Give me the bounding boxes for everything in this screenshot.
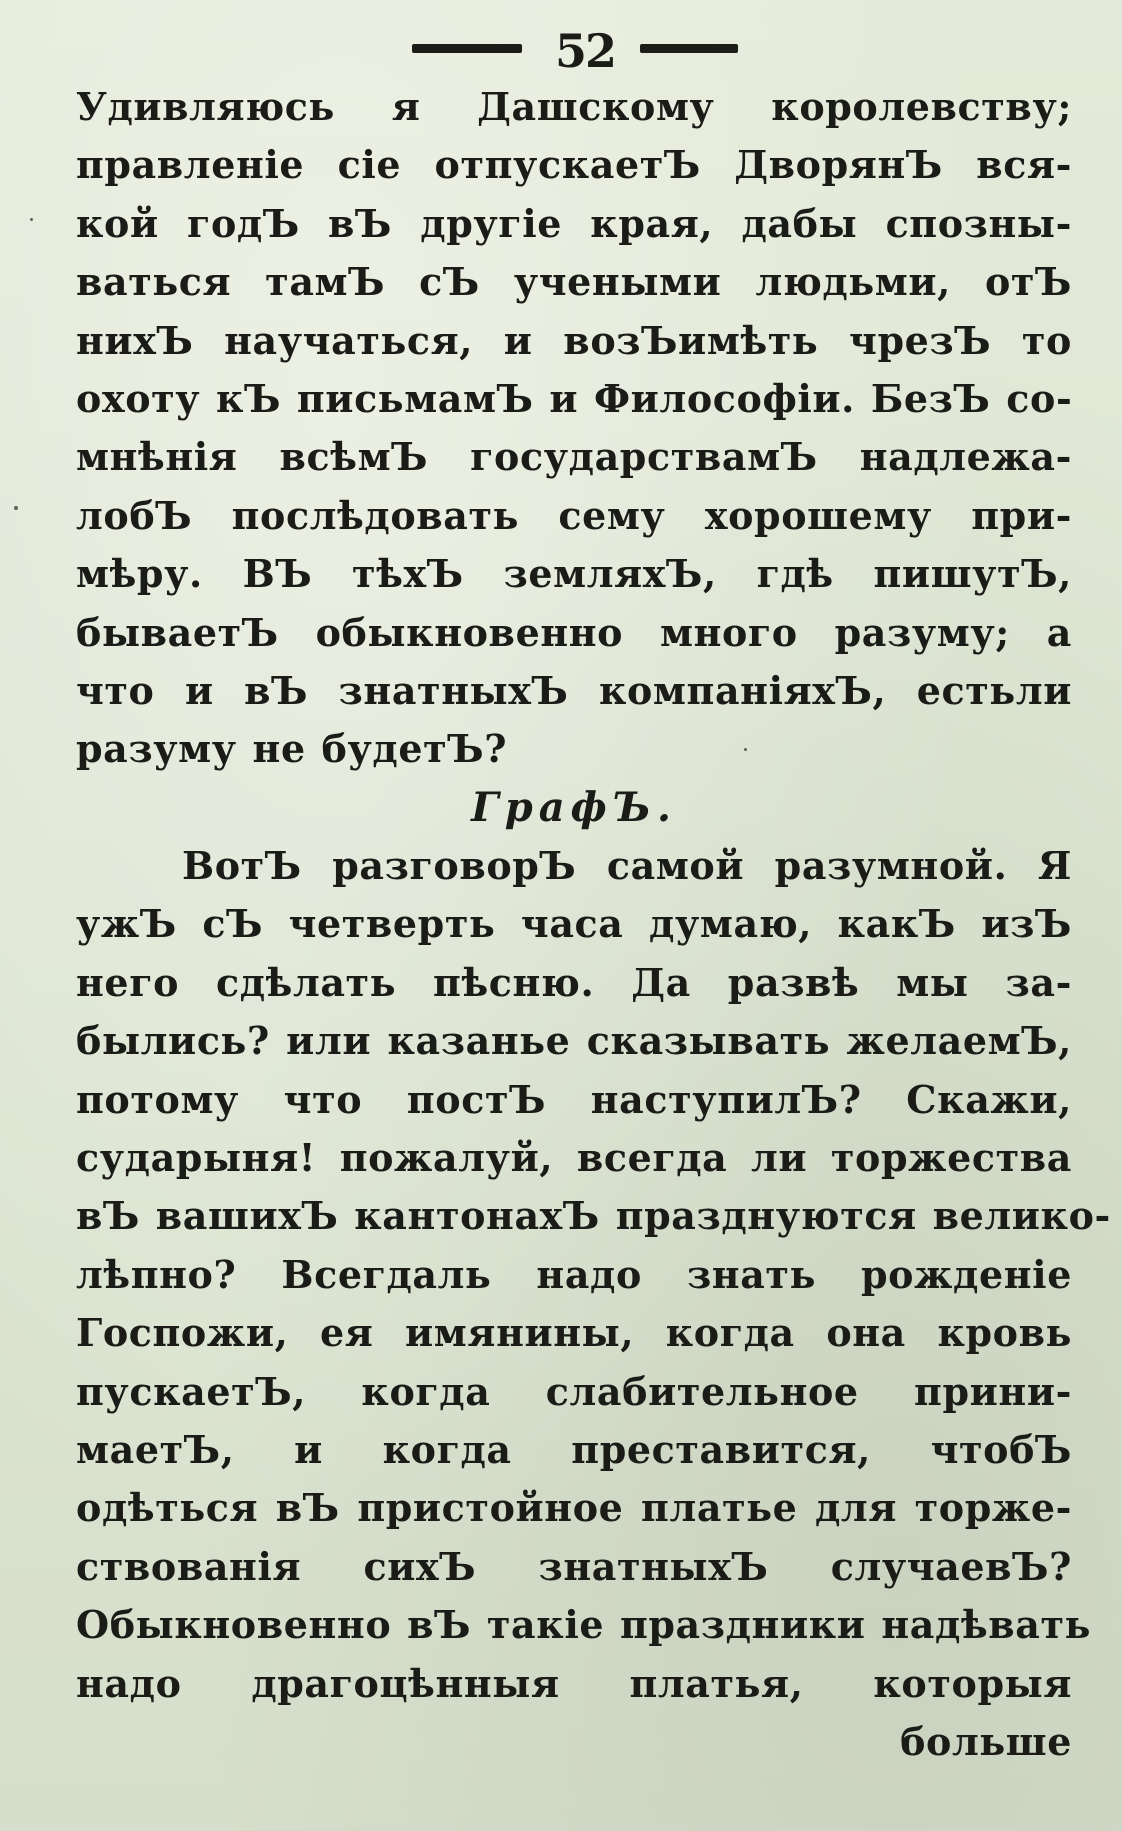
text-line: Обыкновенно вЪ такіе праздники надѣвать — [76, 1602, 1092, 1648]
text-line: нихЪ научаться, и возЪимѣть чрезЪ то — [76, 317, 1072, 363]
header-rule-left — [412, 44, 522, 53]
speaker-heading: ГрафЪ. — [471, 783, 677, 831]
text-line: сударыня! пожалуй, всегда ли торжества — [76, 1135, 1072, 1181]
text-line: лѣпно? Всегдаль надо знать рожденіе — [76, 1251, 1072, 1297]
text-line: ВотЪ разговорЪ самой разумной. Я — [182, 843, 1072, 889]
text-line: разуму не будетЪ? — [76, 726, 508, 772]
text-line: ваться тамЪ сЪ учеными людьми, отЪ — [76, 259, 1072, 305]
text-line: пускаетЪ, когда слабительное прини- — [76, 1368, 1072, 1414]
header-rule-right — [640, 44, 738, 53]
text-line: него сдѣлать пѣсню. Да развѣ мы за- — [76, 959, 1072, 1005]
text-line: лобЪ послѣдовать сему хорошему при- — [76, 492, 1072, 538]
text-line: ствованія сихЪ знатныхЪ случаевЪ? — [76, 1543, 1072, 1589]
page-number: 52 — [554, 24, 615, 78]
text-line: мѣру. ВЪ тѣхЪ земляхЪ, гдѣ пишутЪ, — [76, 551, 1072, 597]
text-line: ужЪ сЪ четверть часа думаю, какЪ изЪ — [76, 901, 1072, 947]
text-line: Госпожи, ея имянины, когда она кровь — [76, 1310, 1072, 1356]
text-line: что и вЪ знатныхЪ компаніяхЪ, естьли — [76, 667, 1072, 713]
text-line: мнѣнія всѣмЪ государствамЪ надлежа- — [76, 434, 1072, 480]
text-line: надо драгоцѣнныя платья, которыя — [76, 1660, 1072, 1706]
text-line: кой годЪ вЪ другіе края, дабы спозны- — [76, 200, 1072, 246]
text-line: правленіе сіе отпускаетЪ ДворянЪ вся- — [76, 142, 1072, 188]
page-text — [76, 78, 1111, 1771]
text-line: былись? или казанье сказывать желаемЪ, — [76, 1018, 1072, 1064]
ink-speck — [30, 218, 33, 221]
text-line: одѣться вЪ пристойное платье для торже- — [76, 1485, 1072, 1531]
catchword: больше — [900, 1718, 1072, 1764]
text-line: охоту кЪ письмамЪ и Философіи. БезЪ со- — [76, 375, 1073, 421]
text-line: вЪ вашихЪ кантонахЪ празднуются велико- — [76, 1193, 1111, 1239]
page-header — [0, 14, 1122, 84]
text-line: бываетЪ обыкновенно много разуму; а — [76, 609, 1072, 655]
text-line: маетЪ, и когда преставится, чтобЪ — [76, 1426, 1072, 1472]
ink-speck — [14, 506, 18, 510]
text-line: Удивляюсь я Дашскому королевству; — [76, 84, 1072, 129]
ink-speck — [744, 748, 747, 751]
text-line: потому что постЪ наступилЪ? Скажи, — [76, 1076, 1072, 1122]
